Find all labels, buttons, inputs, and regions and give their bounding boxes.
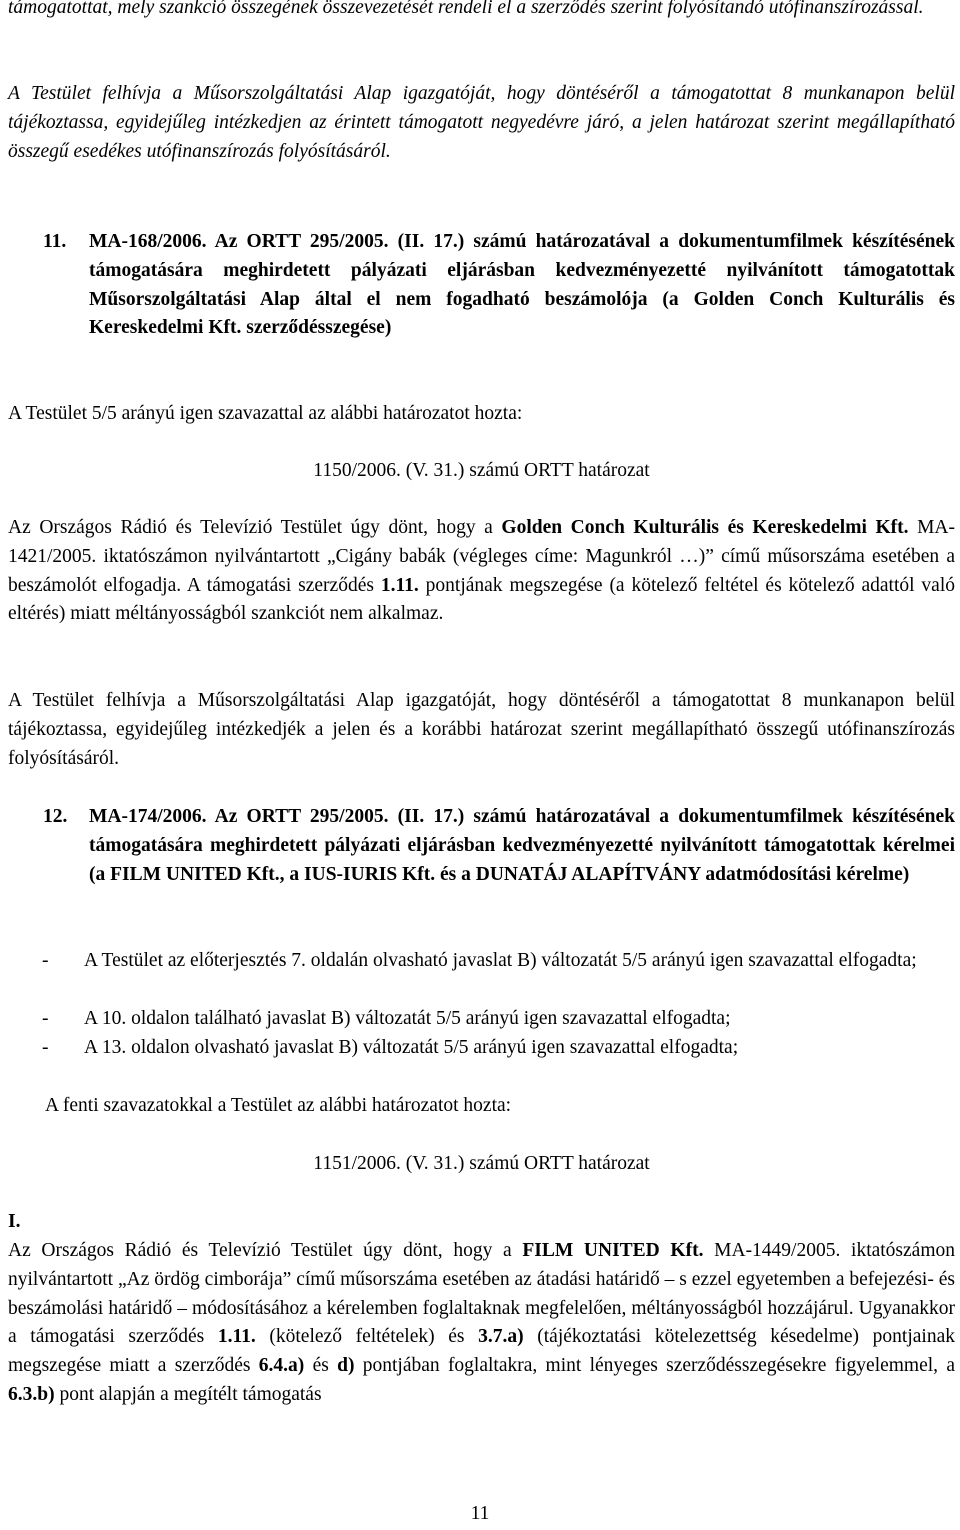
item-12-title: MA-174/2006. Az ORTT 295/2005. (II. 17.) számú határozatával a dokumentumfilmek készítésének támogatására meghirdetett pályázati eljárásban kedvezményezetté nyilvánított támogatottak kérelmei (a FILM UNITED Kft., a IUS-IURIS Kft. és a DUNATÁJ ALAPÍTVÁNY adatmódosítási kérelme) <box>89 806 955 885</box>
item-11-followup: A Testület felhívja a Műsorszolgáltatási Alap igazgatóját, hogy döntéséről a támogatottat 8 munkanapon belül tájékoztassa, egyidejűleg intézkedjék a jelen és a korábbi határozat szerint megállapítható összegű utófinanszírozás folyósításáról. <box>8 690 955 769</box>
item-11-title: MA-168/2006. Az ORTT 295/2005. (II. 17.) számú határozatával a dokumentumfilmek készítésének támogatására meghirdetett pályázati eljárásban kedvezményezetté nyilvánított támogatottak Műsorszolgáltatási Alap által el nem fogadható beszámolója (a Golden Conch Kulturális és Kereskedelmi Kft. szerződésszegése) <box>89 231 955 339</box>
item-11-decision-title: 1150/2006. (V. 31.) számú ORTT határozat <box>313 460 650 481</box>
item-12-decision-body: Az Országos Rádió és Televízió Testület úgy dönt, hogy a FILM UNITED Kft. MA-1449/2005. iktatószámon nyilvántartott „Az ördög cimborája” című műsorszáma esetében az átadási határidő – s ezzel egyetemben a befejezési- és beszámolási határidő – módosításához a kérelemben foglaltaknak megfelelően, méltányosságból hozzájárul. Ugyanakkor a támogatási szerződés 1.11. (kötelező feltételek) és 3.7.a) (tájékoztatási kötelezettség késedelme) pontjainak megszegése miatt a szerződés 6.4.a) és d) pontjában foglaltakra, mint lényeges szerződésszegésekre figyelemmel, a 6.3.b) pont alapján a megítélt támogatás <box>8 1240 955 1405</box>
item-12-number: 12. <box>43 806 68 827</box>
paragraph-instruction: A Testület felhívja a Műsorszolgáltatási Alap igazgatóját, hogy döntéséről a támogatottat 8 munkanapon belül tájékoztassa, egyidejűleg intézkedjen az érintett támogatott negyedévre járó, a jelen határozat szerint megállapítható összegű esedékes utófinanszírozás folyósításáról. <box>8 83 955 162</box>
item-11-heading <box>45 228 955 343</box>
vote-list-item: - A Testület az előterjesztés 7. oldalán olvasható javaslat B) változatát 5/5 arányú igen szavazattal elfogadta; <box>42 950 917 971</box>
item-12-decision-title: 1151/2006. (V. 31.) számú ORTT határozat <box>313 1153 650 1174</box>
item-11-vote: A Testület 5/5 arányú igen szavazattal az alábbi határozatot hozta: <box>8 403 523 424</box>
item-11-number: 11. <box>43 231 67 252</box>
vote-list-item: - A 13. oldalon olvasható javaslat B) változatát 5/5 arányú igen szavazattal elfogadta; <box>42 1037 739 1058</box>
item-12-section-number: I. <box>8 1211 21 1232</box>
paragraph-continuation: támogatottat, mely szankció összegének összevezetését rendeli el a szerződés szerint folyósítandó utófinanszírozással. <box>8 0 924 18</box>
item-11-decision-body: Az Országos Rádió és Televízió Testület úgy dönt, hogy a Golden Conch Kulturális és Kereskedelmi Kft. MA-1421/2005. iktatószámon nyilvántartott „Cigány babák (végleges címe: Magunkról …)” című műsorszáma esetében a beszámolót elfogadja. A támogatási szerződés 1.11. pontjának megszegése (a kötelező feltétel és kötelező adattól való eltérés) miatt méltányosságból szankciót nem alkalmaz. <box>8 517 955 625</box>
item-12-heading <box>45 803 955 889</box>
page-number: 11 <box>470 1503 490 1524</box>
item-12-vote-intro: A fenti szavazatokkal a Testület az alábbi határozatot hozta: <box>45 1095 512 1116</box>
vote-list-item: - A 10. oldalon található javaslat B) változatát 5/5 arányú igen szavazattal elfogadta; <box>42 1008 731 1029</box>
